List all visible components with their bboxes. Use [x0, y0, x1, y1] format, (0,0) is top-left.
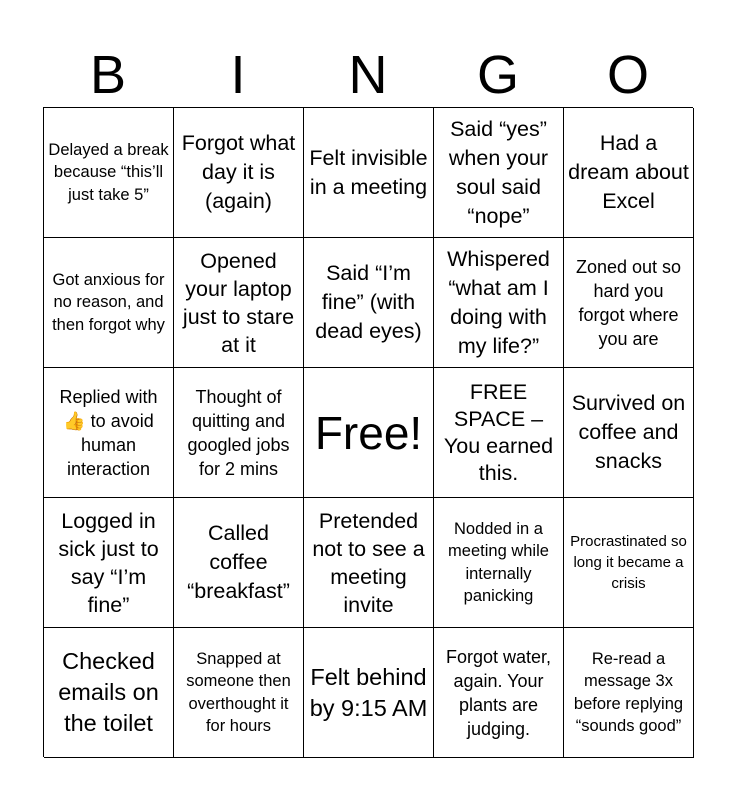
- cell-text: FREE SPACE – You earned this.: [443, 379, 554, 485]
- cell-text: Opened your laptop just to stare at it: [182, 248, 295, 357]
- cell-text: Re-read a message 3x before replying “sounds good”: [573, 649, 684, 735]
- bingo-cell[interactable]: [434, 108, 564, 238]
- bingo-cell[interactable]: [44, 238, 174, 368]
- cell-text: Said “I’m fine” (with dead eyes): [315, 261, 422, 343]
- bingo-cell[interactable]: [174, 498, 304, 628]
- bingo-cell[interactable]: [304, 238, 434, 368]
- bingo-cell[interactable]: [434, 628, 564, 758]
- bingo-cell[interactable]: [44, 498, 174, 628]
- free-space-text: Free!: [314, 406, 423, 459]
- cell-text: Got anxious for no reason, and then forgot why: [52, 270, 165, 334]
- cell-text: Thought of quitting and googled jobs for 2 mins: [187, 386, 290, 479]
- bingo-header: [43, 44, 693, 106]
- cell-text: Replied with 👍 to avoid human interaction: [59, 386, 158, 479]
- cell-text: Delayed a break because “this’ll just take 5”: [48, 140, 169, 204]
- header-letter-o: O: [606, 45, 649, 105]
- header-letter-b: B: [89, 45, 127, 105]
- free-space-cell[interactable]: [304, 368, 434, 498]
- bingo-cell[interactable]: [174, 368, 304, 498]
- bingo-cell[interactable]: [434, 238, 564, 368]
- bingo-cell[interactable]: [44, 108, 174, 238]
- bingo-cell[interactable]: [564, 628, 694, 758]
- cell-text: Called coffee “breakfast”: [187, 521, 290, 603]
- header-letter-g: G: [476, 45, 519, 105]
- bingo-grid: [43, 107, 693, 757]
- bingo-cell[interactable]: [564, 108, 694, 238]
- bingo-cell[interactable]: [564, 238, 694, 368]
- header-letter-i: I: [230, 45, 246, 105]
- cell-text: Zoned out so hard you forgot where you are: [575, 256, 682, 349]
- bingo-cell[interactable]: [174, 628, 304, 758]
- cell-text: Said “yes” when your soul said “nope”: [448, 116, 549, 228]
- cell-text: Nodded in a meeting while internally panicking: [448, 519, 549, 605]
- cell-text: Snapped at someone then overthought it for hours: [186, 649, 291, 735]
- bingo-cell[interactable]: [44, 368, 174, 498]
- bingo-cell[interactable]: [44, 628, 174, 758]
- cell-text: Forgot water, again. Your plants are judging.: [445, 646, 552, 739]
- cell-text: Pretended not to see a meeting invite: [312, 508, 425, 617]
- bingo-cell[interactable]: [564, 498, 694, 628]
- bingo-cell[interactable]: [434, 368, 564, 498]
- bingo-cell[interactable]: [174, 238, 304, 368]
- cell-text: Whispered “what am I doing with my life?”: [447, 246, 550, 358]
- cell-text: Survived on coffee and snacks: [571, 391, 686, 473]
- bingo-cell[interactable]: [434, 498, 564, 628]
- bingo-cell[interactable]: [174, 108, 304, 238]
- cell-text: Checked emails on the toilet: [58, 648, 159, 736]
- header-letter-n: N: [348, 45, 388, 105]
- cell-text: Procrastinated so long it became a crisis: [570, 533, 687, 592]
- cell-text: Felt invisible in a meeting: [309, 145, 428, 199]
- cell-text: Logged in sick just to say “I’m fine”: [58, 508, 159, 617]
- bingo-cell[interactable]: [564, 368, 694, 498]
- bingo-cell[interactable]: [304, 108, 434, 238]
- bingo-cell[interactable]: [304, 498, 434, 628]
- cell-text: Forgot what day it is (again): [181, 131, 296, 213]
- cell-text: Had a dream about Excel: [568, 131, 689, 213]
- bingo-cell[interactable]: [304, 628, 434, 758]
- cell-text: Felt behind by 9:15 AM: [309, 663, 428, 721]
